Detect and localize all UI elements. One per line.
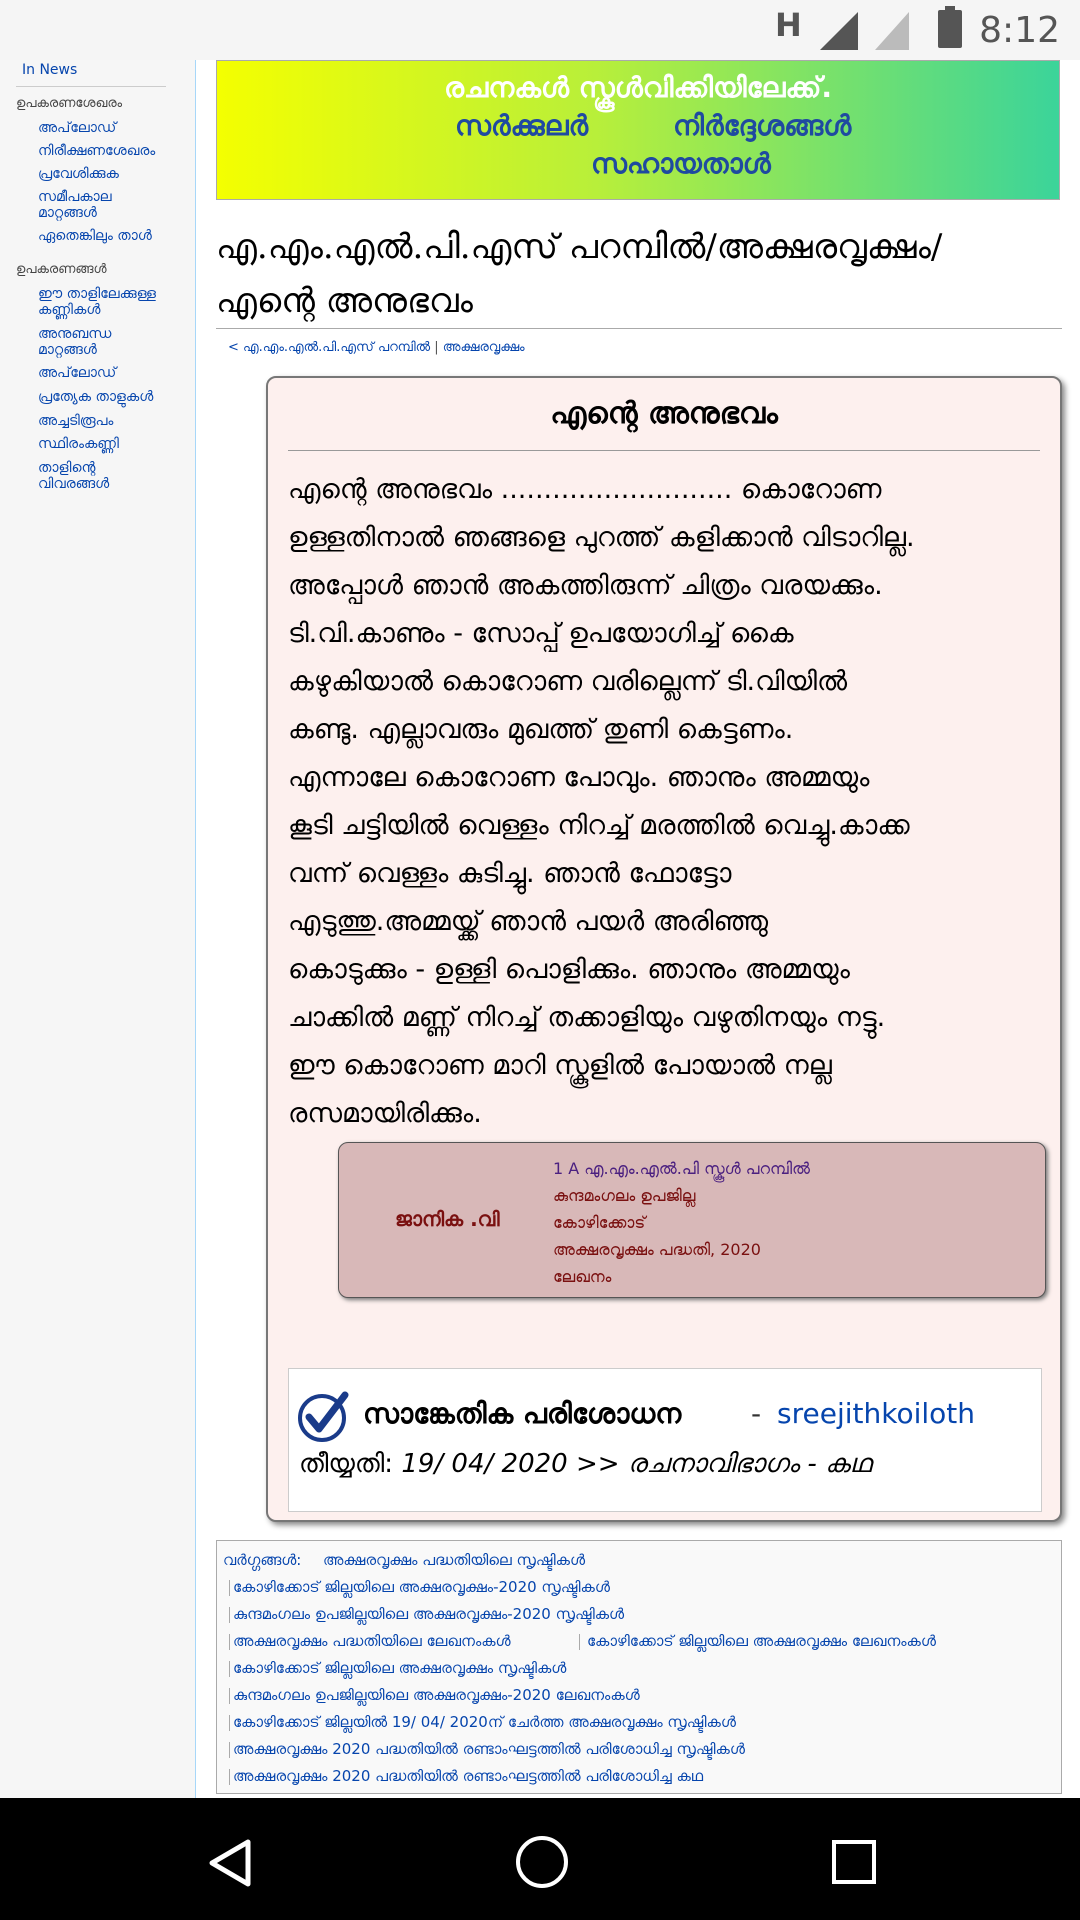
verifier-user-link[interactable]: sreejithkoiloth	[777, 1397, 975, 1430]
title-divider	[216, 328, 1062, 329]
author-class-school: 1 A എ.എം.എൽ.പി സ്കൂൾ പറമ്പിൽ	[553, 1159, 810, 1178]
date-label: തീയ്യതി:	[299, 1449, 394, 1479]
story-line: കഴുകിയാൽ കൊറോണ വരില്ലെന്ന് ടി.വിയിൽ	[288, 666, 848, 697]
breadcrumb-prefix: <	[228, 340, 244, 355]
status-bar	[0, 0, 1080, 60]
story-line: വന്ന് വെള്ളം കുടിച്ചു. ഞാൻ ഫോട്ടോ	[288, 858, 732, 889]
date-line	[299, 1449, 871, 1480]
category-divider	[229, 1769, 230, 1785]
page-title-line: എ.എം.എൽ.പി.എസ് പറമ്പിൽ/അക്ഷരവൃക്ഷം/	[216, 227, 943, 267]
category-link[interactable]: അക്ഷരവൃക്ഷം പദ്ധതിയിലെ ലേഖനംകൾ	[233, 1632, 511, 1650]
story-divider	[288, 450, 1040, 451]
sidebar-divider	[16, 86, 166, 87]
breadcrumb-school-link[interactable]: എ.എം.എൽ.പി.എസ് പറമ്പിൽ	[243, 340, 431, 355]
sidebar-item-random-page[interactable]: ഏതെങ്കിലും താൾ	[38, 228, 152, 244]
categories-box	[216, 1540, 1062, 1794]
category-divider	[579, 1634, 580, 1650]
home-icon[interactable]	[516, 1836, 568, 1888]
categories-label[interactable]: വർഗ്ഗങ്ങൾ:	[223, 1551, 302, 1569]
sidebar-item-what-links-here[interactable]: ഈ താളിലേക്കുള്ള കണ്ണികൾ	[38, 286, 156, 318]
author-subdistrict: കുന്ദമംഗലം ഉപജില്ല	[553, 1186, 696, 1205]
breadcrumb-separator: |	[430, 340, 443, 355]
story-body	[288, 466, 1048, 1138]
category-link[interactable]: അക്ഷരവൃക്ഷം 2020 പദ്ധതിയിൽ രണ്ടാംഘട്ടത്തിൽ പരിശോധിച്ച കഥ	[233, 1767, 704, 1785]
circular-link[interactable]: സർക്കുലർ	[455, 109, 589, 142]
back-icon[interactable]	[208, 1838, 252, 1888]
clock: 8:12	[979, 10, 1060, 51]
story-line: ഉള്ളതിനാൽ ഞങ്ങളെ പുറത്ത് കളിക്കാൻ വിടാറില്ല.	[288, 522, 915, 553]
category-link[interactable]: കുന്ദമംഗലം ഉപജില്ലയിലെ അക്ഷരവൃക്ഷം-2020 ലേഖനംകൾ	[233, 1686, 640, 1704]
story-line: ടി.വി.കാണും - സോപ്പ് ഉപയോഗിച്ച് കൈ	[288, 618, 794, 649]
sidebar-item-in-news[interactable]: In News	[22, 62, 78, 78]
sidebar-item-login[interactable]: പ്രവേശിക്കുക	[38, 166, 119, 182]
category-divider	[229, 1742, 230, 1758]
instructions-link[interactable]: നിർദ്ദേശങ്ങൾ	[673, 109, 852, 142]
sidebar-item-related-changes[interactable]: അനുബന്ധ മാറ്റങ്ങൾ	[38, 326, 112, 358]
author-project: അക്ഷരവൃക്ഷം പദ്ധതി, 2020	[553, 1240, 761, 1259]
story-card	[266, 376, 1062, 1522]
system-navigation-bar	[0, 1798, 1080, 1920]
story-line: അപ്പോൾ ഞാൻ അകത്തിരുന്ന് ചിത്രം വരയക്കും.	[288, 570, 883, 601]
page-title	[216, 220, 1060, 328]
sidebar-item-recent-changes[interactable]: സമീപകാല മാറ്റങ്ങൾ	[38, 189, 112, 221]
category-link[interactable]: കോഴിക്കോട് ജില്ലയിലെ അക്ഷരവൃക്ഷം ലേഖനംകൾ	[587, 1632, 936, 1650]
category-divider	[229, 1607, 230, 1623]
recent-apps-icon[interactable]	[832, 1840, 876, 1884]
sidebar-item-printable[interactable]: അച്ചടിരൂപം	[38, 413, 114, 429]
category-divider	[229, 1580, 230, 1596]
sidebar-item-special-pages[interactable]: പ്രത്യേക താളുകൾ	[38, 389, 154, 405]
help-link[interactable]: സഹായതാൾ	[591, 147, 771, 180]
sidebar-section-title: ഉപകരണങ്ങൾ	[16, 262, 107, 277]
story-line: കൂടി ചട്ടിയിൽ വെള്ളം നിറച്ച് മരത്തിൽ വെച്ചു.കാക്ക	[288, 810, 910, 841]
page-title-line: എന്റെ അനുഭവം	[216, 281, 473, 321]
sidebar-item-upload-2[interactable]: അപ്‌ലോഡ്	[38, 365, 117, 381]
verification-separator: -	[751, 1397, 762, 1430]
category-divider	[229, 1634, 230, 1650]
story-line: എടുത്തു.അമ്മയ്ക്ക് ഞാൻ പയർ അരിഞ്ഞു	[288, 906, 769, 937]
sidebar-item-page-info[interactable]: താളിന്റെ വിവരങ്ങൾ	[38, 460, 110, 492]
date-value: 19/ 04/ 2020 >> രചനാവിഭാഗം - കഥ	[401, 1449, 872, 1479]
sidebar-item-upload[interactable]: അപ്‌ലോഡ്	[38, 120, 117, 136]
sidebar-section-title: ഉപകരണശേഖരം	[16, 96, 123, 111]
author-name: ജാനിക .വി	[395, 1207, 500, 1231]
story-line: എന്റെ അനുഭവം ........................... കൊറോണ	[288, 474, 882, 505]
verification-label: സാങ്കേതിക പരിശോധന	[363, 1397, 682, 1430]
story-line: ചാക്കിൽ മണ്ണ് നിറച്ച് തക്കാളിയും വഴുതിനയും നട്ടു.	[288, 1002, 886, 1033]
banner-text: രചനകൾ സ്കൂൾവിക്കിയിലേക്ക്.	[443, 71, 833, 104]
category-link[interactable]: കുന്ദമംഗലം ഉപജില്ലയിലെ അക്ഷരവൃക്ഷം-2020 സൃഷ്ടികൾ	[233, 1605, 625, 1623]
story-line: കൊടുക്കും - ഉള്ളി പൊളിക്കും. ഞാനും അമ്മയും	[288, 954, 850, 985]
story-line: കണ്ടു. എല്ലാവരും മുഖത്ത് തുണി കെട്ടണം.	[288, 714, 794, 745]
battery-icon	[938, 10, 962, 48]
signal-weak-icon	[875, 12, 909, 50]
story-line: രസമായിരിക്കും.	[288, 1098, 482, 1129]
category-link[interactable]: അക്ഷരവൃക്ഷം 2020 പദ്ധതിയിൽ രണ്ടാംഘട്ടത്തിൽ പരിശോധിച്ച സൃഷ്ടികൾ	[233, 1740, 745, 1758]
category-link[interactable]: കോഴിക്കോട് ജില്ലയിലെ അക്ഷരവൃക്ഷം-2020 സൃഷ്ടികൾ	[233, 1578, 610, 1596]
category-divider	[229, 1688, 230, 1704]
category-link[interactable]: കോഴിക്കോട് ജില്ലയിൽ 19/ 04/ 2020ന് ചേർത്ത അക്ഷരവൃക്ഷം സൃഷ്ടികൾ	[233, 1713, 736, 1731]
author-category: ലേഖനം	[553, 1267, 612, 1286]
verified-check-icon	[297, 1389, 351, 1443]
author-details	[553, 1155, 810, 1290]
category-link[interactable]: കോഴിക്കോട് ജില്ലയിലെ അക്ഷരവൃക്ഷം സൃഷ്ടികൾ	[233, 1659, 567, 1677]
breadcrumb	[228, 340, 525, 355]
category-divider	[229, 1715, 230, 1731]
story-line: എന്നാലേ കൊറോണ പോവും. ഞാനും അമ്മയും	[288, 762, 870, 793]
verification-box	[288, 1368, 1042, 1512]
announcement-banner	[216, 60, 1060, 200]
sidebar-item-watchlist[interactable]: നിരീക്ഷണശേഖരം	[38, 143, 156, 159]
story-line: ഈ കൊറോണ മാറി സ്കൂളിൽ പോയാൽ നല്ല	[288, 1050, 832, 1081]
story-title: എന്റെ അനുഭവം	[550, 396, 778, 431]
sidebar-item-permanent-link[interactable]: സ്ഥിരംകണ്ണി	[38, 436, 119, 452]
author-district: കോഴിക്കോട്	[553, 1213, 646, 1232]
category-link[interactable]: അക്ഷരവൃക്ഷം പദ്ധതിയിലെ സൃഷ്ടികൾ	[323, 1551, 586, 1569]
network-type-indicator: H	[775, 6, 802, 44]
sidebar	[0, 60, 196, 1798]
breadcrumb-section-link[interactable]: അക്ഷരവൃക്ഷം	[442, 340, 525, 355]
author-info-box	[338, 1142, 1046, 1298]
category-divider	[229, 1661, 230, 1677]
signal-icon	[820, 12, 858, 50]
